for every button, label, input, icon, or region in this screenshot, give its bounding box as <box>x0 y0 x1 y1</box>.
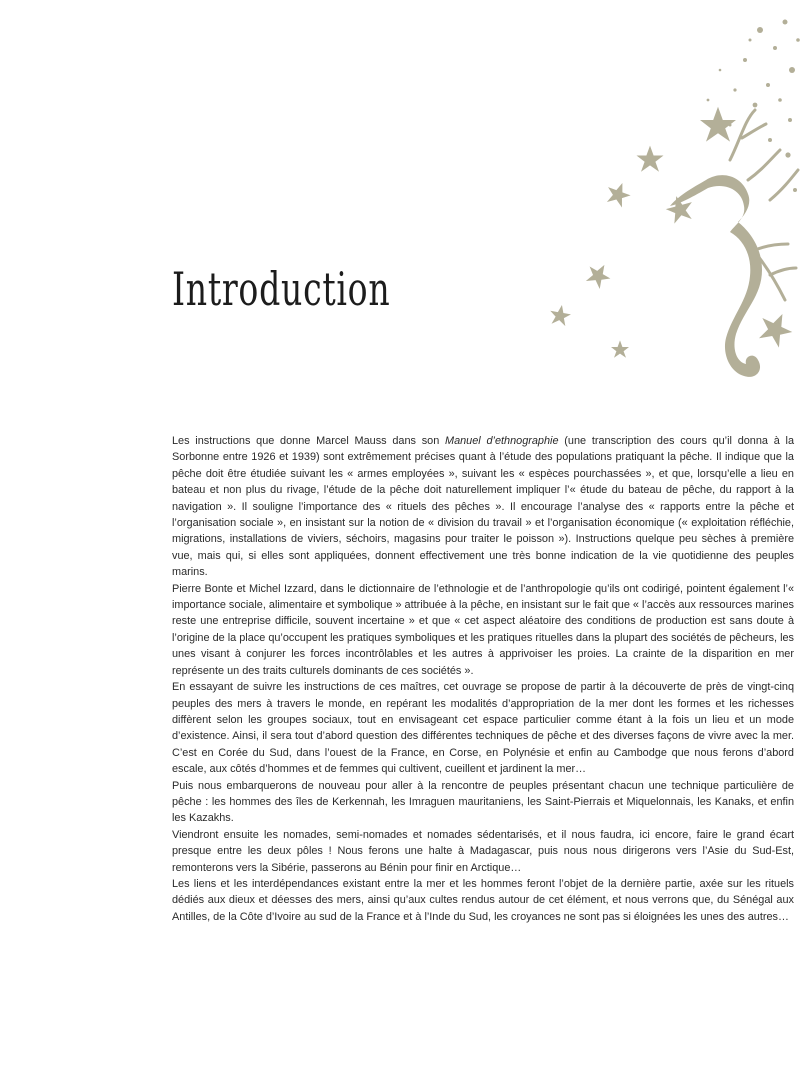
page-title: Introduction <box>172 262 391 316</box>
introduction-body <box>172 433 794 925</box>
paragraph-5: Viendront ensuite les nomades, semi-nomades et nomades sédentarisés, et il nous faudra, ici encore, faire le grand écart presque entre les deux pôles ! Nous ferons une halte à Madagascar, puis nous nous dirigerons vers l’Asie du Sud-Est, remonterons vers la Sibérie, passerons au Bénin pour finir en Arctique… <box>172 828 794 874</box>
paragraph-4: Puis nous embarquerons de nouveau pour aller à la rencontre de peuples présentant chacun une technique particulière de pêche : les hommes des îles de Kerkennah, les Imraguen mauritaniens, les Saint-Pierrais et Miquelonnais, les Kanaks, et enfin les Kazakhs. <box>172 779 794 825</box>
paragraph-2: Pierre Bonte et Michel Izzard, dans le dictionnaire de l’ethnologie et de l’anthropologie qu’ils ont codirigé, pointent également l’« importance sociale, alimentaire et symbolique » attribuée à la pêche, en insistant sur le fait que « l’accès aux ressources marines reste une entreprise difficile, souvent incertaine » et que « cet aspect aléatoire des conditions de production est sans doute à l’origine de la place qu’occupent les pratiques symboliques et les pratiques rituelles dans la plupart des sociétés de pêcheurs, les unes visant à conjurer les forces incontrôlables et les autres à apprivoiser les proies. La crainte de la disparition en mer représente un des traits culturels dominants de ces sociétés ». <box>172 582 794 677</box>
starfish-icon <box>548 107 797 358</box>
paragraph-3: En essayant de suivre les instructions de ces maîtres, cet ouvrage se propose de partir à la découverte de près de vingt-cinq peuples des mers à travers le monde, en repérant les modalités d’appropriation de la mer dont les formes et les richesses diffèrent selon les groupes sociaux, tout en envisageant cet espace particulier comme étant à la fois un lieu et un mode d’existence. Ainsi, il sera tout d’abord question des différentes techniques de pêche et des diverses façons de vivre avec la mer. C’est en Corée du Sud, dans l’ouest de la France, en Corse, en Polynésie et enfin au Cambodge que nous ferons d’abord escale, aux côtés d’hommes et de femmes qui cultivent, cueillent et jardinent la mer… <box>172 681 794 776</box>
paragraph-1: Les instructions que donne Marcel Mauss dans son Manuel d’ethnographie (une transcription des cours qu’il donna à la Sorbonne entre 1926 et 1939) sont extrêmement précises quant à l’étude des populations pratiquant la pêche. Il indique que la pêche doit être étudiée suivant les « armes employées », suivant les « espèces pourchassées », et que, lorsqu’elle a lieu en bateau et non plus du rivage, l’étude de la pêche doit naturellement impliquer l’« étude du bateau de pêche, du rapport à la navigation ». Il souligne l’importance des « rituels des pêches ». Il encourage l’analyse des « rapports entre la pêche et l’organisation sociale », en insistant sur la notion de « division du travail » et l’organisation économique (« exploitation réfléchie, migrations, installations de viviers, séchoirs, magasins pour traiter le poisson »). Instructions quelque peu sèches à première vue, mais qui, si elles sont appliquées, donnent effectivement une très bonne indication de la vie quotidienne des peuples marins. <box>172 435 794 579</box>
marine-decoration <box>530 0 800 420</box>
paragraph-6: Les liens et les interdépendances existant entre la mer et les hommes feront l’objet de la dernière partie, axée sur les rituels dédiés aux dieux et déesses des mers, ainsi qu’aux cultes rendus autour de cet élément, et nous verrons que, du Sénégal aux Antilles, de la Côte d’Ivoire au sud de la France et à l’Inde du Sud, les croyances ne sont pas si éloignées les unes des autres… <box>172 877 794 923</box>
